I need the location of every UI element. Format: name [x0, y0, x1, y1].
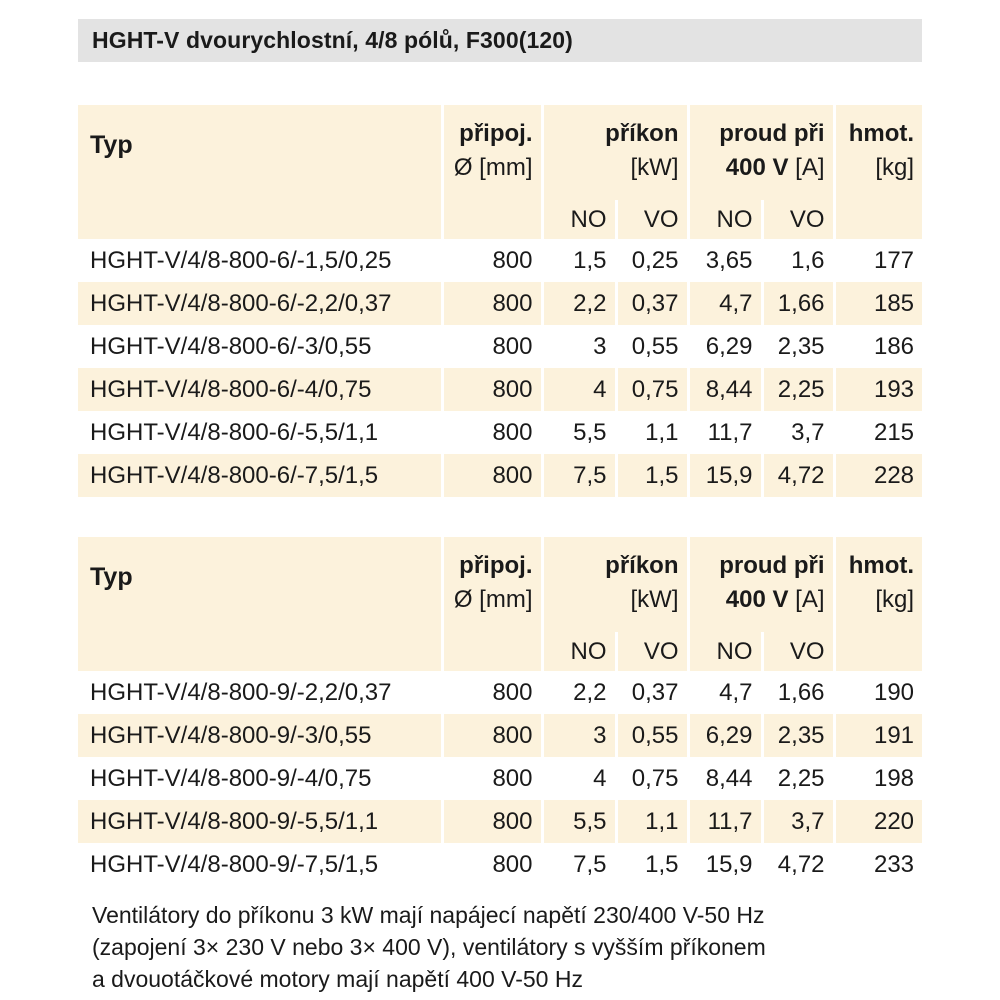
col-header-hmot	[834, 537, 922, 671]
cell-typ: HGHT-V/4/8-800-6/-5,5/1,1	[78, 411, 442, 454]
cell-prikon-no: 5,5	[542, 800, 616, 843]
cell-pripoj: 800	[442, 843, 542, 886]
col-header-prikon-unit: [kW]	[630, 154, 679, 181]
cell-typ: HGHT-V/4/8-800-9/-2,2/0,37	[78, 671, 442, 714]
cell-prikon-vo: 1,1	[616, 800, 688, 843]
cell-prikon-no: 4	[542, 368, 616, 411]
section-title: HGHT-V dvourychlostní, 4/8 pólů, F300(120)	[92, 27, 573, 53]
footnote-line: (zapojení 3× 230 V nebo 3× 400 V), ventilátory s vyšším příkonem	[92, 934, 766, 960]
cell-prikon-vo: 1,5	[616, 843, 688, 886]
col-header-proud-unit: [A]	[788, 154, 825, 181]
cell-pripoj: 800	[442, 714, 542, 757]
cell-proud-vo: 1,66	[762, 282, 834, 325]
col-header-prikon-title: příkon	[605, 552, 679, 579]
spec-table-1	[78, 105, 922, 497]
subheader-no: NO	[688, 200, 762, 239]
table-row	[78, 843, 922, 886]
col-header-typ: Typ	[78, 105, 442, 239]
col-header-pripoj	[442, 537, 542, 671]
col-header-hmot-unit: [kg]	[875, 586, 915, 613]
cell-prikon-no: 7,5	[542, 843, 616, 886]
cell-pripoj: 800	[442, 757, 542, 800]
cell-proud-vo: 4,72	[762, 843, 834, 886]
cell-typ: HGHT-V/4/8-800-6/-1,5/0,25	[78, 239, 442, 282]
subheader-vo: VO	[762, 632, 834, 671]
cell-prikon-no: 3	[542, 714, 616, 757]
col-header-hmot-title: hmot.	[848, 552, 915, 579]
cell-proud-vo: 2,35	[762, 325, 834, 368]
table-row	[78, 800, 922, 843]
cell-prikon-vo: 0,37	[616, 671, 688, 714]
subheader-vo: VO	[616, 632, 688, 671]
cell-prikon-no: 3	[542, 325, 616, 368]
cell-typ: HGHT-V/4/8-800-6/-7,5/1,5	[78, 454, 442, 497]
cell-prikon-vo: 0,75	[616, 757, 688, 800]
table-row	[78, 671, 922, 714]
cell-proud-no: 4,7	[688, 671, 762, 714]
cell-pripoj: 800	[442, 411, 542, 454]
cell-prikon-vo: 0,25	[616, 239, 688, 282]
cell-prikon-no: 5,5	[542, 411, 616, 454]
cell-pripoj: 800	[442, 325, 542, 368]
cell-prikon-vo: 1,5	[616, 454, 688, 497]
col-header-hmot	[834, 105, 922, 239]
cell-hmot: 193	[834, 368, 922, 411]
cell-pripoj: 800	[442, 454, 542, 497]
cell-hmot: 233	[873, 850, 915, 878]
cell-proud-no: 11,7	[688, 800, 762, 843]
table-row	[78, 239, 922, 282]
footnote-line: Ventilátory do příkonu 3 kW mají napájecí napětí 230/400 V-50 Hz	[92, 902, 765, 928]
col-header-pripoj-unit: Ø [mm]	[453, 154, 533, 181]
cell-prikon-vo: 0,55	[616, 325, 688, 368]
cell-pripoj: 800	[442, 368, 542, 411]
cell-hmot: 198	[873, 764, 915, 792]
subheader-no: NO	[688, 632, 762, 671]
cell-proud-no: 11,7	[688, 411, 762, 454]
col-header-proud-title: proud při	[719, 552, 825, 579]
cell-typ: HGHT-V/4/8-800-9/-7,5/1,5	[78, 843, 442, 886]
col-header-hmot-unit: [kg]	[875, 154, 915, 181]
cell-hmot: 215	[873, 418, 915, 446]
cell-proud-no: 8,44	[688, 757, 762, 800]
cell-hmot: 190	[873, 678, 915, 706]
col-header-typ: Typ	[78, 537, 442, 671]
cell-proud-vo: 2,25	[762, 368, 834, 411]
cell-proud-no: 6,29	[688, 325, 762, 368]
cell-hmot: 186	[873, 332, 915, 360]
table-row	[78, 757, 922, 800]
cell-proud-vo: 3,7	[762, 411, 834, 454]
table-row	[78, 368, 922, 411]
cell-prikon-vo: 0,55	[616, 714, 688, 757]
col-header-prikon-unit: [kW]	[630, 586, 679, 613]
cell-prikon-no: 4	[542, 757, 616, 800]
cell-hmot: 220	[834, 800, 922, 843]
col-header-proud	[688, 537, 834, 632]
cell-proud-vo: 2,35	[762, 714, 834, 757]
cell-pripoj: 800	[442, 239, 542, 282]
table-row	[78, 411, 922, 454]
cell-prikon-no: 7,5	[542, 454, 616, 497]
col-header-pripoj-unit: Ø [mm]	[453, 586, 533, 613]
table-row	[78, 714, 922, 757]
header-row	[78, 537, 922, 632]
cell-pripoj: 800	[442, 282, 542, 325]
col-header-proud	[688, 105, 834, 200]
cell-prikon-vo: 1,1	[616, 411, 688, 454]
cell-proud-vo: 1,66	[762, 671, 834, 714]
subheader-no: NO	[542, 632, 616, 671]
cell-proud-no: 4,7	[688, 282, 762, 325]
col-header-proud-unit: [A]	[788, 586, 825, 613]
cell-typ: HGHT-V/4/8-800-6/-2,2/0,37	[78, 282, 442, 325]
col-header-proud-voltage: 400 V	[725, 586, 789, 613]
col-header-proud-title: proud při	[719, 120, 825, 147]
col-header-prikon	[542, 105, 688, 200]
cell-proud-no: 8,44	[688, 368, 762, 411]
cell-hmot: 185	[834, 282, 922, 325]
subheader-vo: VO	[762, 200, 834, 239]
section-title-bar	[78, 19, 922, 62]
cell-proud-vo: 3,7	[762, 800, 834, 843]
col-header-prikon-title: příkon	[605, 120, 679, 147]
cell-proud-no: 6,29	[688, 714, 762, 757]
spec-table-2	[78, 537, 922, 886]
cell-proud-vo: 2,25	[762, 757, 834, 800]
cell-hmot: 228	[834, 454, 922, 497]
cell-proud-no: 15,9	[688, 843, 762, 886]
table-row	[78, 282, 922, 325]
col-header-pripoj-title: připoj.	[459, 120, 533, 147]
cell-prikon-vo: 0,75	[616, 368, 688, 411]
cell-proud-no: 3,65	[688, 239, 762, 282]
cell-typ: HGHT-V/4/8-800-9/-4/0,75	[78, 757, 442, 800]
cell-pripoj: 800	[442, 671, 542, 714]
cell-pripoj: 800	[442, 800, 542, 843]
col-header-pripoj	[442, 105, 542, 239]
table-row	[78, 325, 922, 368]
col-header-pripoj-title: připoj.	[459, 552, 533, 579]
subheader-vo: VO	[616, 200, 688, 239]
cell-prikon-no: 1,5	[542, 239, 616, 282]
header-row	[78, 105, 922, 200]
cell-prikon-vo: 0,37	[616, 282, 688, 325]
col-header-hmot-title: hmot.	[848, 120, 915, 147]
col-header-prikon	[542, 537, 688, 632]
table-row	[78, 454, 922, 497]
cell-prikon-no: 2,2	[542, 282, 616, 325]
footnote-line: a dvouotáčkové motory mají napětí 400 V-50 Hz	[92, 966, 583, 992]
subheader-no: NO	[542, 200, 616, 239]
cell-typ: HGHT-V/4/8-800-6/-3/0,55	[78, 325, 442, 368]
col-header-proud-voltage: 400 V	[725, 154, 789, 181]
cell-typ: HGHT-V/4/8-800-9/-3/0,55	[78, 714, 442, 757]
cell-proud-no: 15,9	[688, 454, 762, 497]
cell-hmot: 191	[834, 714, 922, 757]
cell-proud-vo: 4,72	[762, 454, 834, 497]
cell-prikon-no: 2,2	[542, 671, 616, 714]
cell-typ: HGHT-V/4/8-800-6/-4/0,75	[78, 368, 442, 411]
cell-proud-vo: 1,6	[762, 239, 834, 282]
footnote	[92, 899, 932, 995]
cell-hmot: 177	[873, 246, 915, 274]
cell-typ: HGHT-V/4/8-800-9/-5,5/1,1	[78, 800, 442, 843]
